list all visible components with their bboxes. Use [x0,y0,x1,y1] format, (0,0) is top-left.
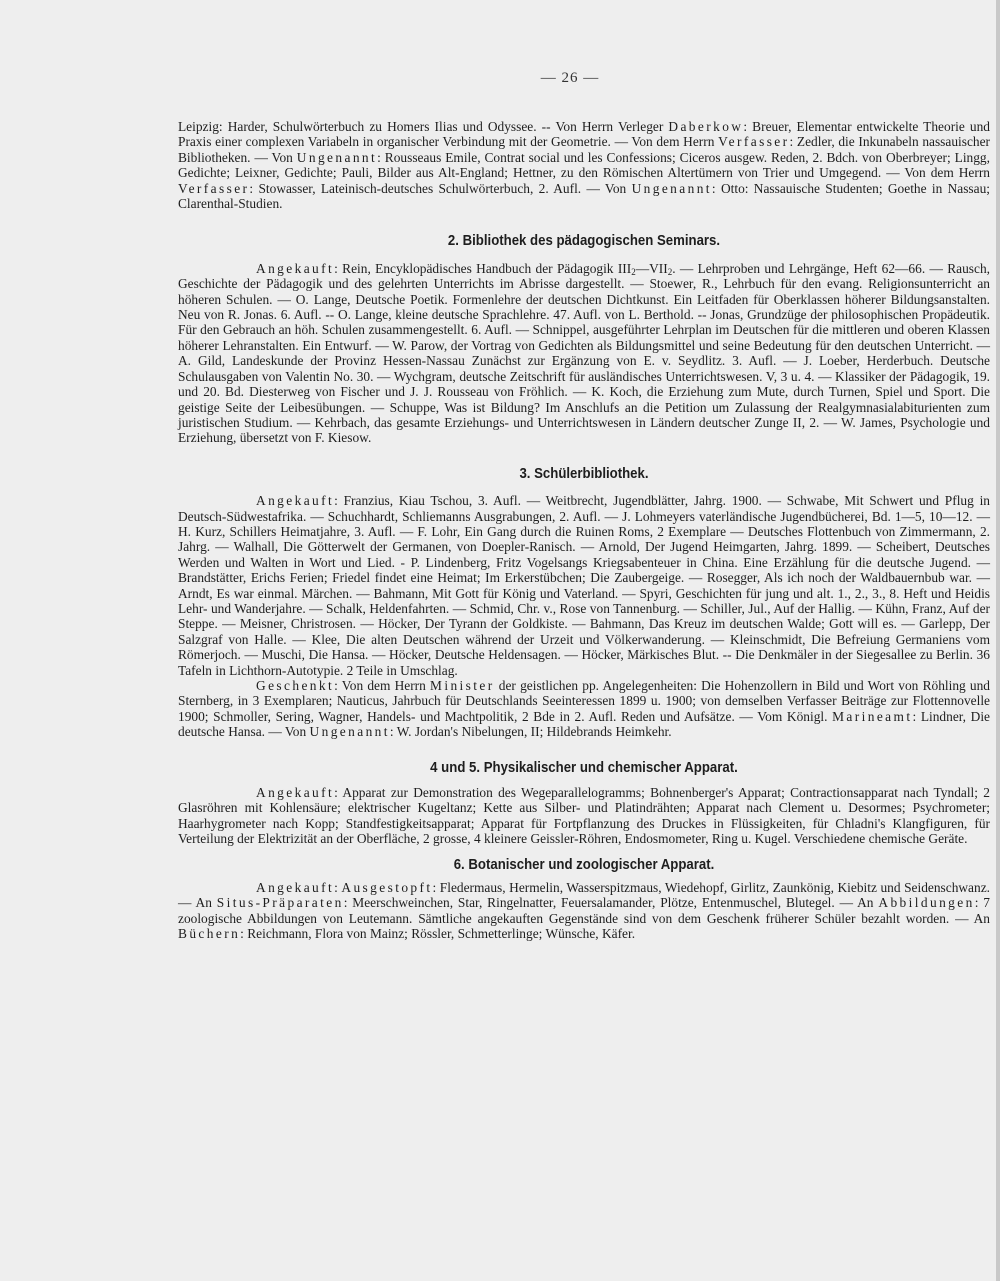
paragraph-text: : Von dem Herrn [334,678,431,693]
intro-text: : Rousseaus Emile, Contrat social und les Confessions; Ciceros ausgew. Reden, 2. Bdch. von Oberbreyer; Lingg, Gedichte; Leixner, Gedichte; Pauli, Bilder aus Alt-England; Hettner, zu den Römischen Altertümern von Trier und Umgegend. — Von dem Herrn [178,149,990,181]
paragraph-text: der geistlichen pp. Angelegenheiten: Die Hohenzollern in Bild und Wort von Röhling und Sternberg, in 3 Exemplaren; Nauticus, Jahrbuch für Deutschlands Seeinteressen 1899 u. 1900; von demselben Verfasser Beiträge zur Flottennovelle 1900; Schmoller, Sering, Wagner, Handels- und Machtpolitik, 2 Bde in 2. Aufl. Reden und Aufsätze. — Vom Königl. [178,678,991,724]
category-label: Büchern [178,926,241,942]
donor-name: Ungenannt [631,180,712,196]
page-content [178,119,990,942]
paragraph-text: : Rein, Encyklopädisches Handbuch der Pädagogik III [334,260,632,276]
subscript: 2 [667,266,673,277]
section-heading-seminar-library: 2. Bibliothek des pädagogischen Seminars. [447,232,721,250]
donor-name: Marineamt [832,708,913,724]
category-label: Ausgestopft [341,880,433,896]
student-library-acquired-paragraph [178,493,990,678]
intro-text: Leipzig: Harder, Schulwörterbuch zu Homers Ilias und Odyssee. -- Von Herrn Verleger [178,119,669,134]
intro-text: : Breuer, Elementar entwickelte Theorie und Praxis einer complexen Variabeln in organischer Verbindung mit der Geometrie. — Von dem Herrn [178,119,990,150]
section-heading-student-library: 3. Schülerbibliothek. [519,464,649,482]
donor-name: Daberkow [668,119,744,134]
seminar-library-paragraph [178,261,990,446]
acquired-label: Angekauft [256,785,335,801]
paragraph-text: : Meerschweinchen, Star, Ringelnatter, Feuersalamander, Plötze, Entenmuschel, Blutegel. — An [343,895,879,911]
acquired-label: Angekauft [256,260,335,276]
intro-text: : Zedler, die Inkunabeln nassauischer Bibliotheken. — Von [178,134,990,165]
student-library-gifts-paragraph [178,678,990,740]
category-label: Situs-Präparaten [216,895,344,911]
paragraph-text: . — Lehrproben und Lehrgänge, Heft 62—66. — Rausch, Geschichte der Pädagogik und des gelehrten Unterrichts im Abrisse dargestellt. — Stoewer, R., Lehrbuch für den evang. Religionsunterricht an höheren Schulen. — O. Lange, Deutsche Poetik. Formenlehre der deutschen Dichtkunst. Ein Leitfaden für Oberklassen höherer Bildungsanstalten. Neu von R. Jonas. 6. Aufl. -- O. Lange, kleine deutsche Sprachlehre. 47. Aufl. von L. Berthold. -- Jonas, Grundzüge der philosophischen Propädeutik. Für den Gebrauch an höh. Schulen zusammengestellt. 6. Aufl. — Schnippel, ausgeführter Lehrplan im Deutschen für die mittleren und oberen Klassen höherer Lehranstalten. Ein Entwurf. — W. Parow, der Vortrag von Gedichten als Bildungsmittel und seine Bedeutung für den deutschen Unterricht. — A. Gild, Landeskunde der Provinz Hessen-Nassau Zunächst zur Ergänzung von E. v. Seydlitz. 3. Aufl. — J. Loeber, Herderbuch. Deutsche Schulausgaben von Valentin No. 30. — Wychgram, deutsche Zeitschrift für ausländisches Unterrichtswesen. V, 3 u. 4. — Klassiker der Pädagogik, 19. und 20. Bd. Diesterweg von Fischer und J. J. Rousseau von Fröhlich. — K. Koch, die Erziehung zum Mute, durch Turnen, Spiel und Sport. Die geistige Seite der Leibesübungen. — Schuppe, Was ist Bildung? Im Anschlufs an die Petition um Zulassung der Realgymnasialabiturienten zum juristischen Studium. — Kehrbach, das gesamte Erziehungs- und Unterrichtswesen in Ländern deutscher Zunge II, 2. — W. James, Psychologie und Erziehung, übersetzt von F. Kiesow. [178,260,990,446]
donor-name: Minister [430,678,495,693]
section-heading-botany-zoology: 6. Botanischer und zoologischer Apparat. [453,855,715,873]
intro-text: : Stowasser, Lateinisch-deutsches Schulwörterbuch, 2. Aufl. — Von [249,180,632,196]
page-number: — 26 — [540,70,600,86]
paragraph-text: : [334,880,342,896]
intro-paragraph [178,119,990,211]
category-label: Abbildungen [878,895,975,911]
subscript: 2 [631,266,636,277]
intro-text: : Otto: Nassauische Studenten; Goethe in Nassau; Clarenthal-Studien. [178,180,990,212]
paragraph-text: : Apparat zur Demonstration des Wegeparallelogramms; Bohnenberger's Apparat; Contractionsapparat nach Tyndall; 2 Glasröhren mit Kohlensäure; elektrischer Kugeltanz; Kette aus Silber- und Platindrähten; Apparat nach Clement u. Desormes; Psychrometer; Haarhygrometer nach Kopp; Standfestigkeitsapparat; Apparat für Fortpflanzung des Druckes in Flüssigkeiten, für Chladni's Klangfiguren, für Verteilung der Elektrizität an der Oberfläche, 2 grosse, 4 kleinere Geissler-Röhren, Endosmometer, Ring u. Kugel. Verschiedene chemische Geräte. [178,785,990,847]
donor-name: Ungenannt [296,149,378,165]
donor-name: Verfasser [718,134,790,150]
paragraph-text: : Fledermaus, Hermelin, Wasserspitzmaus, Wiedehopf, Girlitz, Zaunkönig, Kiebitz und Seidenschwanz. — An [178,880,990,911]
page-edge-shadow [996,0,1000,1281]
gifted-label: Geschenkt [256,678,335,693]
donor-name: Verfasser [178,180,250,196]
botany-zoology-paragraph [178,880,990,942]
paragraph-text: : Franzius, Kiau Tschou, 3. Aufl. — Weitbrecht, Jugendblätter, Jahrg. 1900. — Schwabe, Mit Schwert und Pflug in Deutsch-Südwestafrika. — Schuchhardt, Schliemanns Ausgrabungen, 2. Aufl. — J. Lohmeyers vaterländische Jugendbücherei, Bd. 1—5, 10—12. — H. Kurz, Schillers Heimatjahre, 3. Aufl. — F. Lohr, Ein Gang durch die Ruinen Roms, 2 Exemplare — Deutsches Flottenbuch von Zimmermann, 2. Jahrg. — Walhall, Die Götterwelt der Germanen, von Doepler-Ranisch. — Arnold, Der Jugend Heimgarten, Jahrg. 1899. — Scheibert, Deutsches Werden und Walten in Wort und Lied. - P. Lindenberg, Fritz Vogelsangs Kriegsabenteuer in China. Eine Erzählung für die deutsche Jugend. — Brandstätter, Erichs Ferien; Friedel findet eine Heimat; Im Erkerstübchen; Die Zaubergeige. — Rosegger, Als ich noch der Waldbauernbub war. — Arndt, Es war einmal. Märchen. — Bahmann, Mit Gott für König und Vaterland. — Spyri, Geschichten für jung und alt. 1., 2., 3., 8. Heft und Heidis Lehr- und Wanderjahre. — Schalk, Heldenfahrten. — Schmid, Chr. v., Rose von Tannenburg. — Schiller, Jul., Auf der Hallig. — Kühn, Franz, Auf der Steppe. — Meisner, Christrosen. — Höcker, Der Tyrann der Goldkiste. — Bahmann, Das Kreuz im deutschen Walde; Gott will es. — Garlepp, Der Salzgraf von Halle. — Klee, Die alten Deutschen während der Urzeit und Völkerwanderung. — Kleinschmidt, Die Befreiung Germaniens vom Römerjoch. — Muschi, Die Hansa. — Höcker, Deutsche Heldensagen. — Höcker, Märkisches Blut. -- Die Denkmäler in der Siegesallee zu Berlin. 36 Tafeln in Lichthorn-Autotypie. 2 Teile in Umschlag. [178,493,990,678]
paragraph-text: —VII [635,260,668,276]
donor-name: Ungenannt [309,724,390,740]
acquired-label: Angekauft [256,493,335,509]
paragraph-text: : W. Jordan's Nibelungen, II; Hildebrands Heimkehr. [389,724,672,740]
acquired-label: Angekauft [256,880,335,896]
section-heading-physics-chemistry: 4 und 5. Physikalischer und chemischer Apparat. [430,758,738,776]
paragraph-text: : 7 zoologische Abbildungen von Leutemann. Sämtliche angekauften Gegenstände sind von dem Geschenk früherer Schüler bezahlt worden. — An [178,895,990,926]
paragraph-text: : Reichmann, Flora von Mainz; Rössler, Schmetterlinge; Wünsche, Käfer. [240,926,636,942]
physics-chemistry-paragraph [178,785,990,847]
paragraph-text: : Lindner, Die deutsche Hansa. — Von [178,708,991,740]
